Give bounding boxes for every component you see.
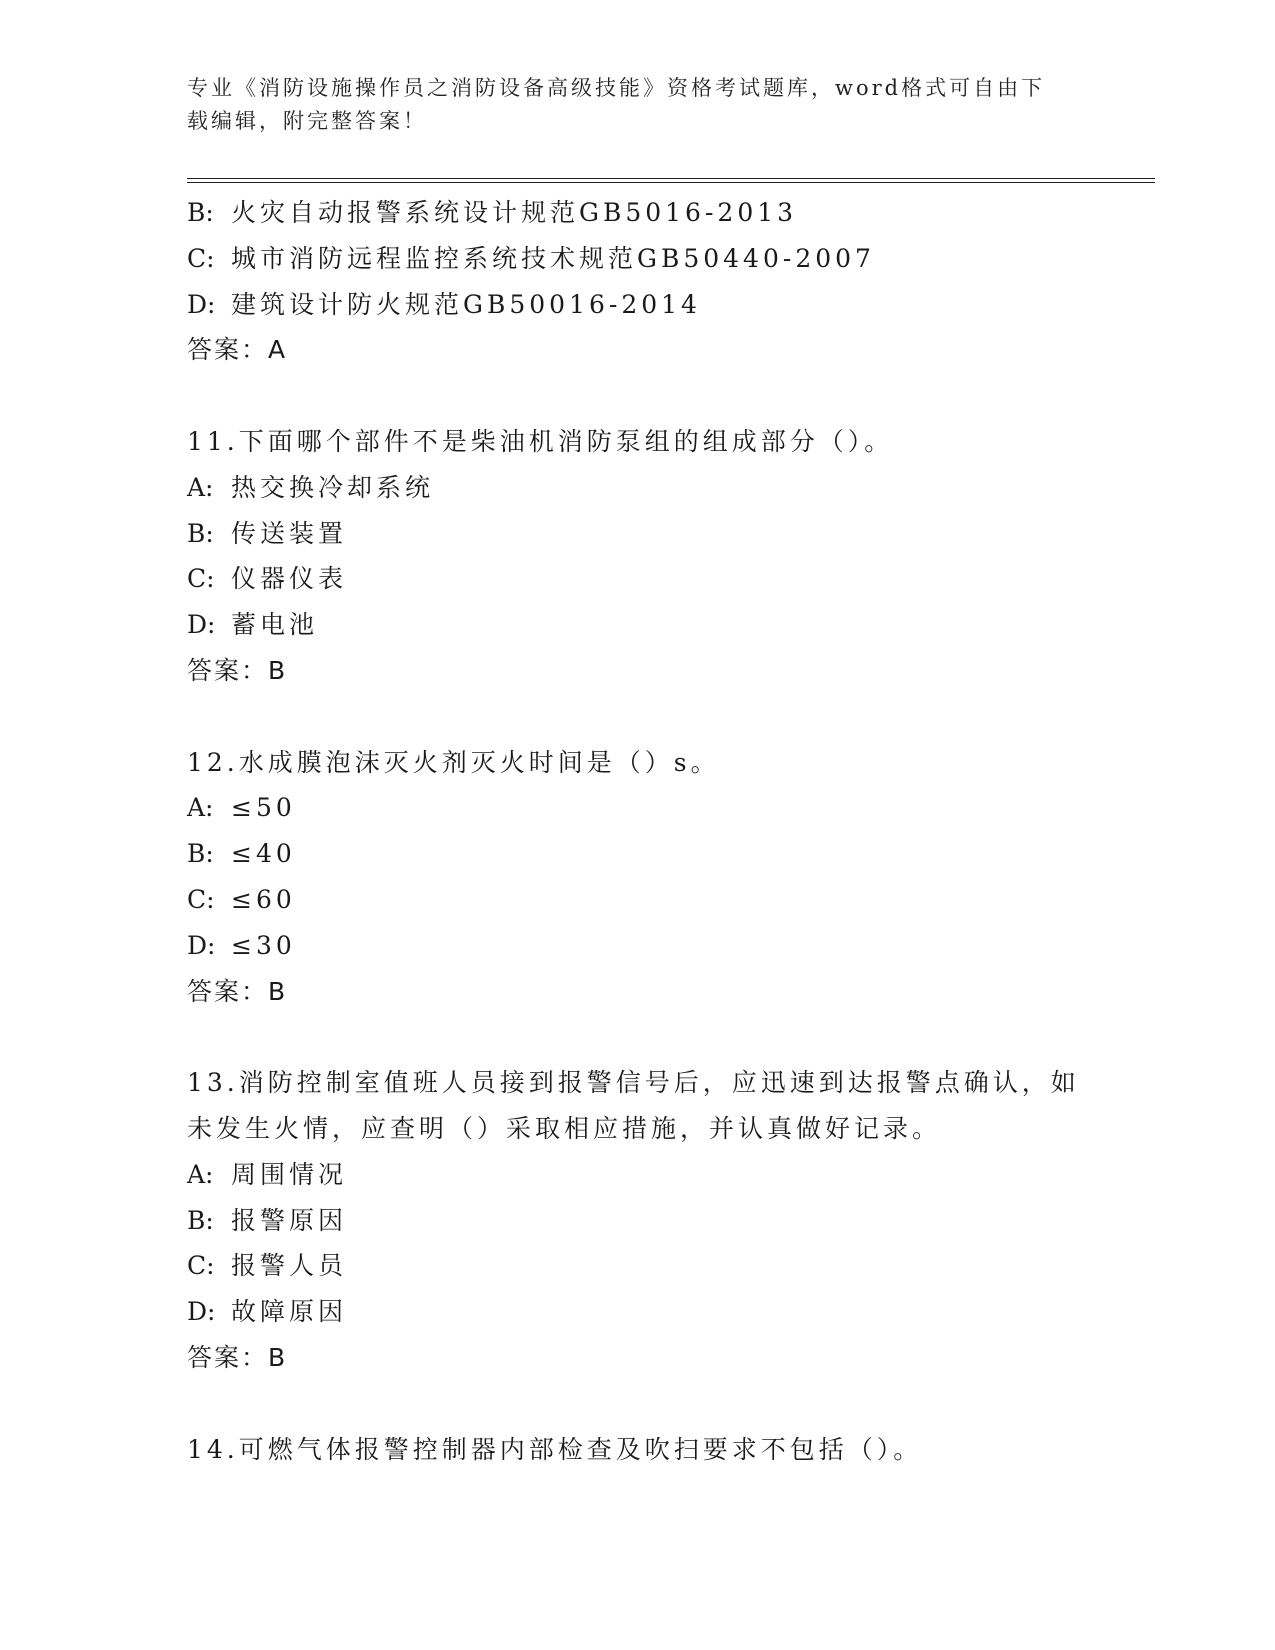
- option-text: ≤40: [231, 839, 296, 869]
- question-list: [187, 190, 1155, 1472]
- spacer: [187, 373, 1155, 419]
- option-letter: D:: [187, 610, 216, 640]
- question-stem: 12.水成膜泡沫灭火剂灭火时间是（）s。: [187, 747, 720, 777]
- answer-line: 答案：B: [187, 1342, 288, 1372]
- option-text: 火灾自动报警系统设计规范GB5016-2013: [231, 198, 798, 227]
- header-divider: [187, 178, 1155, 183]
- option-letter: D:: [187, 289, 216, 319]
- option-text: 蓄电池: [231, 610, 319, 640]
- option-letter: C:: [187, 243, 215, 273]
- answer-line: 答案：B: [187, 655, 288, 685]
- spacer: [187, 694, 1155, 740]
- option-line: [187, 556, 1155, 602]
- option-line: [187, 1243, 1155, 1289]
- option-line: [187, 236, 1155, 282]
- option-letter: B:: [187, 198, 214, 227]
- option-line: [187, 1152, 1155, 1198]
- option-line: [187, 465, 1155, 511]
- spacer: [187, 1014, 1155, 1060]
- option-text: 故障原因: [231, 1297, 348, 1327]
- option-line: [187, 282, 1155, 328]
- question-stem-line-1: 13.消防控制室值班人员接到报警信号后，应迅速到达报警点确认，如: [187, 1068, 1080, 1098]
- option-letter: B:: [187, 1205, 214, 1235]
- question-stem: 14.可燃气体报警控制器内部检查及吹扫要求不包括（）。: [187, 1434, 923, 1464]
- option-line: [187, 1198, 1155, 1244]
- option-text: 报警原因: [231, 1205, 348, 1235]
- option-text: 仪器仪表: [231, 564, 348, 594]
- option-text: 城市消防远程监控系统技术规范GB50440-2007: [231, 243, 875, 273]
- option-text: ≤50: [231, 793, 296, 823]
- option-text: 报警人员: [231, 1251, 348, 1281]
- option-letter: B:: [187, 518, 214, 548]
- option-letter: D:: [187, 1297, 216, 1327]
- option-line: [187, 1289, 1155, 1335]
- option-text: ≤60: [231, 884, 296, 914]
- question-stem: 11.下面哪个部件不是柴油机消防泵组的组成部分（）。: [187, 426, 894, 456]
- option-letter: C:: [187, 884, 215, 914]
- option-letter: A:: [187, 793, 214, 823]
- spacer: [187, 1381, 1155, 1427]
- option-line: [187, 190, 1155, 236]
- option-text: 周围情况: [231, 1159, 348, 1189]
- option-letter: C:: [187, 564, 215, 594]
- answer-line: 答案：A: [187, 335, 288, 365]
- answer-line: 答案：B: [187, 976, 288, 1006]
- option-line: [187, 785, 1155, 831]
- option-text: 热交换冷却系统: [231, 472, 435, 502]
- option-text: 建筑设计防火规范GB50016-2014: [231, 289, 701, 319]
- option-line: [187, 831, 1155, 877]
- option-text: 传送装置: [231, 518, 348, 548]
- option-line: [187, 923, 1155, 969]
- document-header: 专业《消防设施操作员之消防设备高级技能》资格考试题库，word格式可自由下载编辑，附完整答案！: [187, 76, 1046, 133]
- option-letter: D:: [187, 930, 216, 960]
- option-line: [187, 877, 1155, 923]
- option-text: ≤30: [231, 930, 296, 960]
- option-letter: B:: [187, 839, 214, 869]
- option-line: [187, 511, 1155, 557]
- option-line: [187, 602, 1155, 648]
- option-letter: C:: [187, 1251, 215, 1281]
- option-letter: A:: [187, 1159, 214, 1189]
- option-letter: A:: [187, 472, 214, 502]
- question-stem-line-2: 未发生火情，应查明（）采取相应措施，并认真做好记录。: [187, 1113, 942, 1143]
